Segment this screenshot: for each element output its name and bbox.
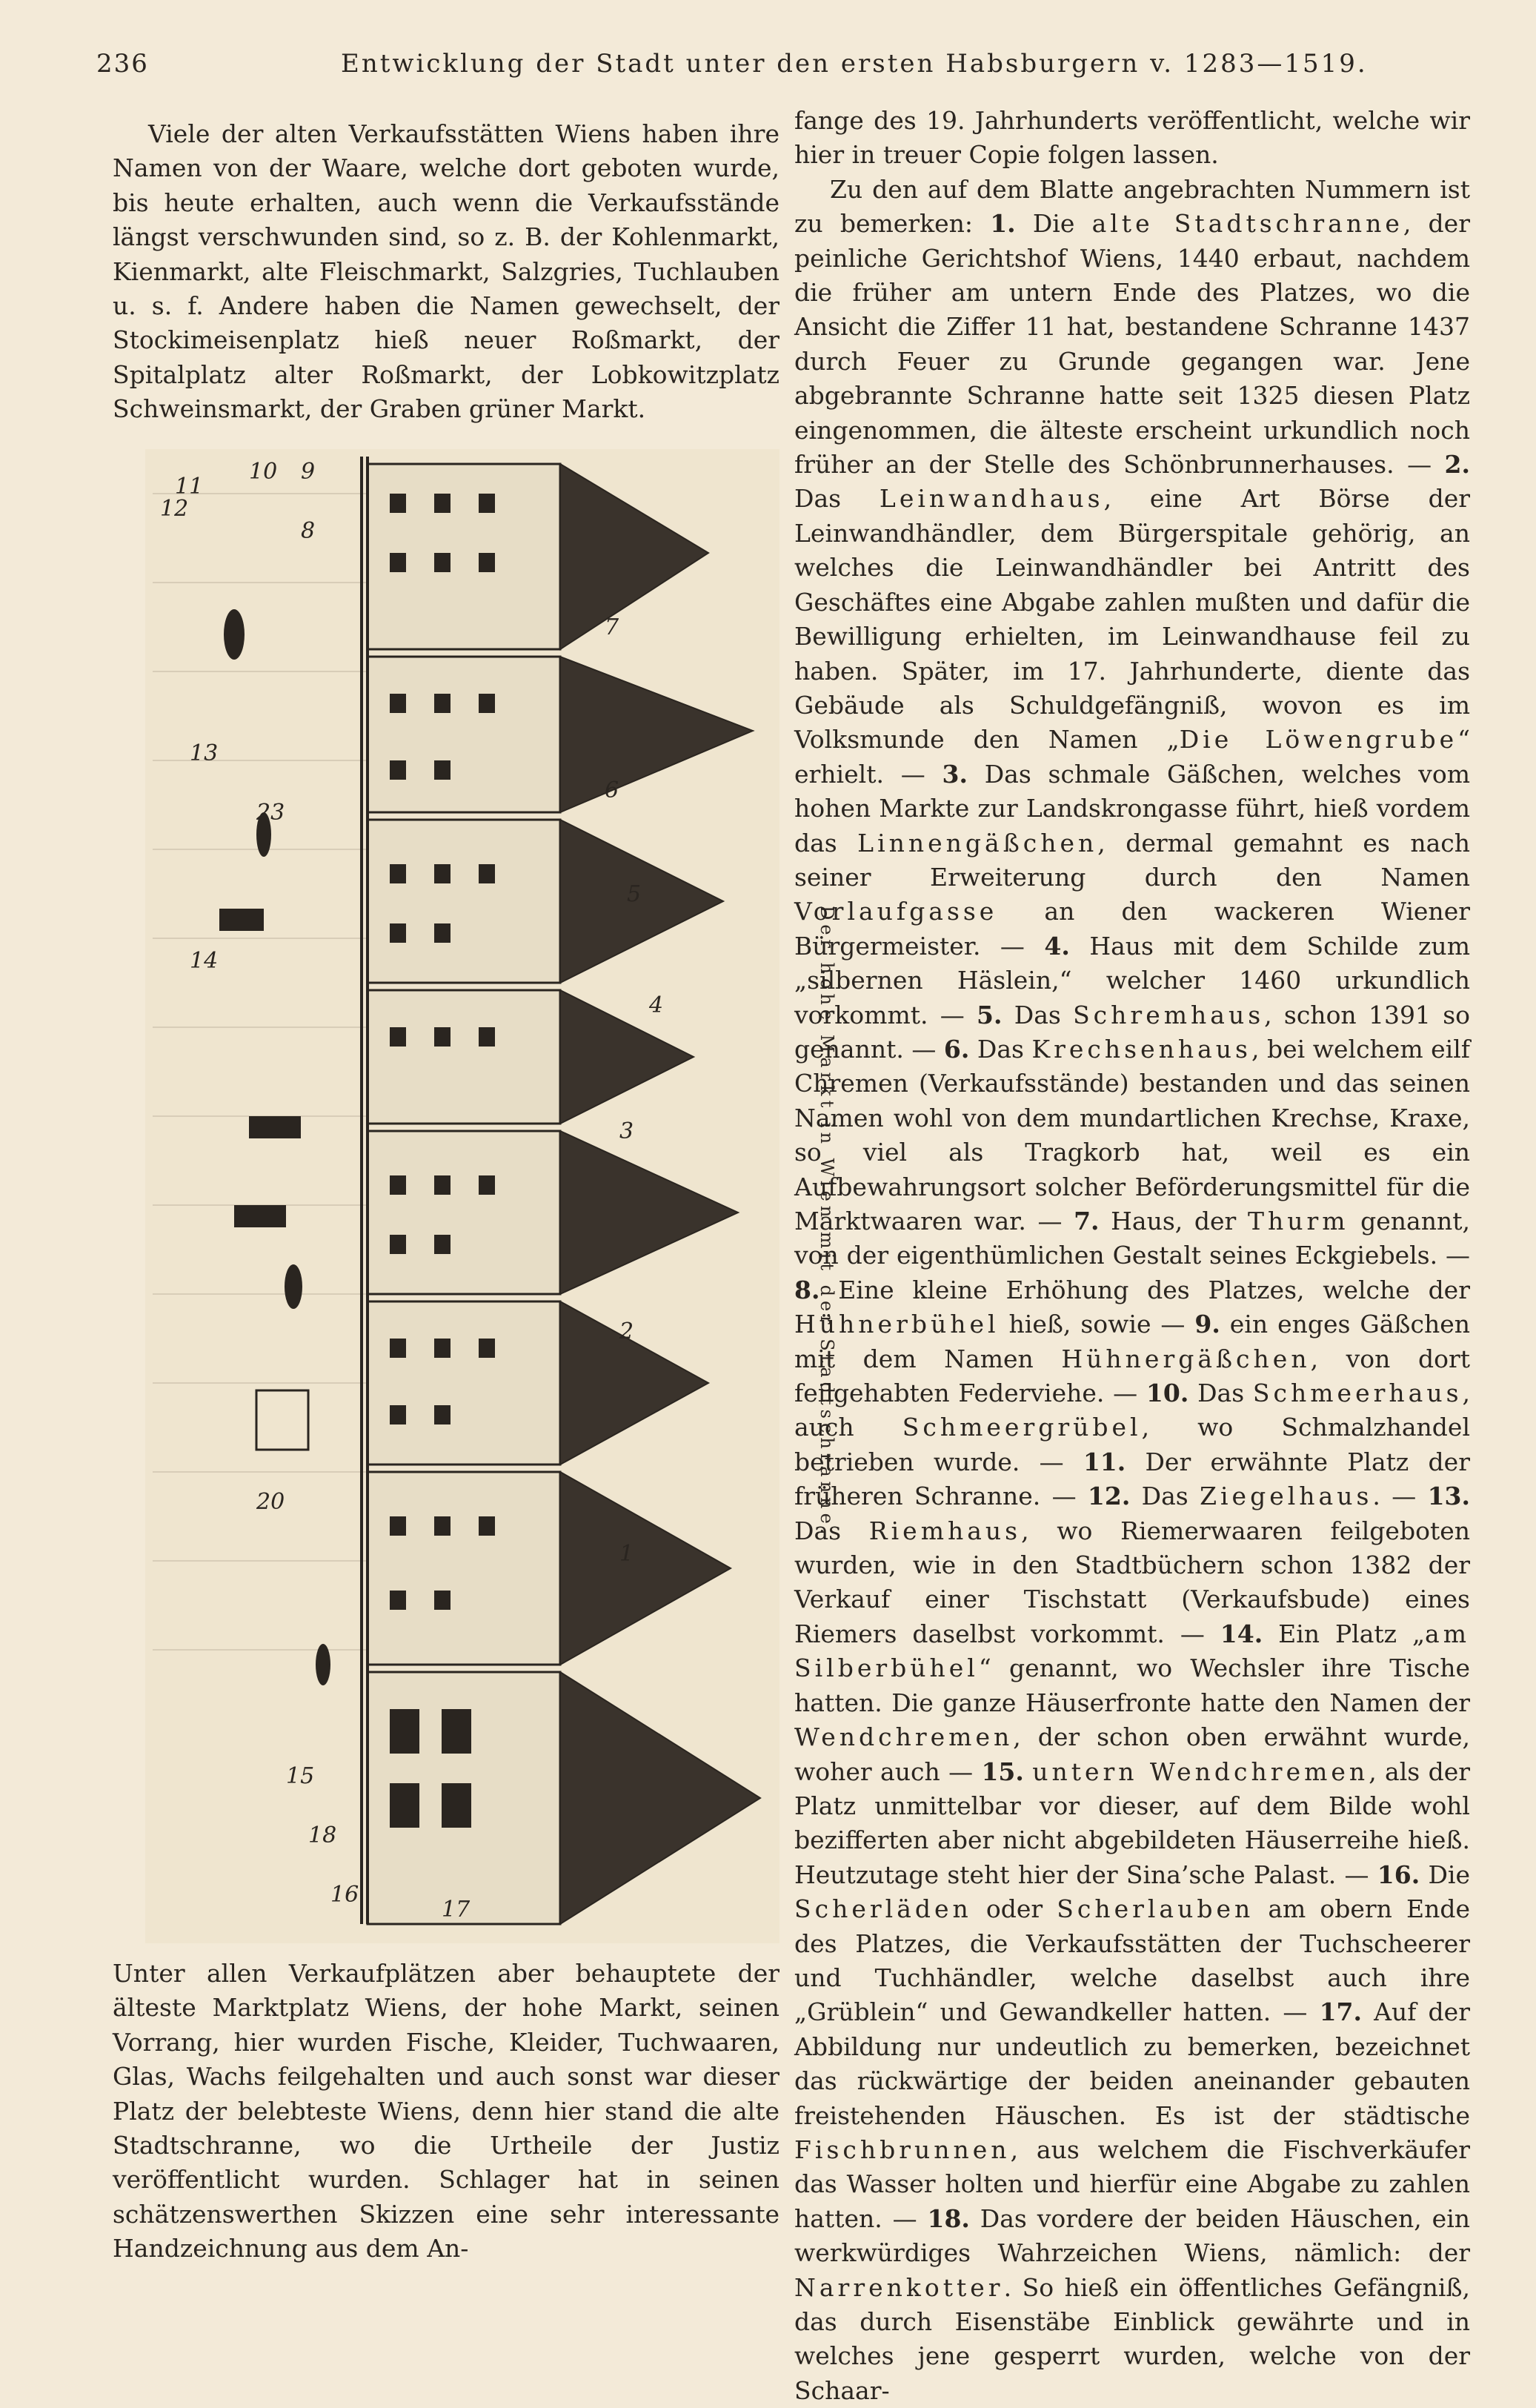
left-column-bottom bbox=[113, 1957, 779, 2266]
item-number: 16. bbox=[1377, 1860, 1420, 1889]
term: Hühnergäßchen bbox=[1061, 1344, 1311, 1373]
figure-number: 20 bbox=[256, 1489, 285, 1515]
item-number: 4. bbox=[1044, 931, 1070, 961]
term: Linnengäßchen bbox=[857, 828, 1098, 858]
figure-number: 8 bbox=[301, 518, 316, 544]
term: alte Stadtschranne bbox=[1091, 209, 1403, 239]
term: Ziegelhaus bbox=[1200, 1482, 1373, 1511]
term: Schmeergrübel bbox=[902, 1413, 1142, 1442]
right-column bbox=[794, 104, 1470, 2408]
item-number: 12. bbox=[1087, 1482, 1131, 1511]
item-number: 5. bbox=[977, 1000, 1003, 1029]
figure-number: 18 bbox=[308, 1822, 337, 1848]
figure-number: 23 bbox=[256, 800, 285, 826]
figure-number: 12 bbox=[160, 496, 189, 522]
item-number: 2. bbox=[1444, 450, 1470, 480]
text: Zu den auf dem Blatte angebrachten Nummern ist zu bemerken: bbox=[794, 174, 1470, 239]
figure-number: 17 bbox=[442, 1897, 471, 1923]
item-number: 15. bbox=[981, 1757, 1024, 1786]
term: Hühnerbühel bbox=[794, 1310, 1000, 1339]
term: Scherläden bbox=[794, 1894, 972, 1924]
figure-number: 10 bbox=[249, 459, 278, 485]
item-number: 14. bbox=[1220, 1619, 1263, 1648]
term: untern Wendchremen bbox=[1032, 1757, 1369, 1786]
item-number: 17. bbox=[1319, 1997, 1362, 2027]
term: Schremhaus bbox=[1073, 1000, 1265, 1029]
item-number: 7. bbox=[1074, 1207, 1100, 1235]
term: Narrenkotter bbox=[794, 2272, 1004, 2302]
term: Krechsenhaus bbox=[1031, 1034, 1251, 1064]
item-number: 8. bbox=[794, 1275, 820, 1304]
item-number: 3. bbox=[942, 759, 968, 789]
item-number: 1. bbox=[990, 209, 1016, 239]
item-number: 10. bbox=[1146, 1379, 1189, 1408]
figure-number: 11 bbox=[175, 474, 204, 500]
term: Wendchremen bbox=[794, 1722, 1014, 1752]
running-head: Entwicklung der Stadt unter den ersten Habsburgern v. 1283—1519. bbox=[341, 49, 1368, 79]
item-number: 18. bbox=[927, 2203, 970, 2233]
figure-number: 4 bbox=[649, 992, 664, 1018]
figure-number: 13 bbox=[190, 740, 219, 766]
paragraph-numbered-list: Zu den auf dem Blatte angebrachten Nummern ist zu bemerken: 1. Die alte Stadtschranne, der peinliche Gerichtshof Wiens, 1440 erbaut, nachdem die früher am untern Ende des Platzes, wo die Ansicht die Ziffer 11 hat, bestandene Schranne 1437 durch Feuer zu Grunde gegangen war. Jene abgebrannte Schranne hatte seit 1325 diesen Platz eingenommen, die älteste erscheint urkundlich noch früher an der Stelle des Schönbrunnerhauses. — 2. Das Leinwandhaus, eine Art Börse der Leinwandhändler, dem Bürgerspitale gehörig, an welches die Leinwandhändler bei Antritt des Geschäftes eine Abgabe zahlen mußten und dafür die Bewilligung erhielten, im Leinwandhause feil zu haben. Später, im 17. Jahrhunderte, diente das Gebäude als Schuldgefängniß, wovon es im Volksmunde den Namen „Die Löwengrube“ erhielt. — 3. Das schmale Gäßchen, welches vom hohen Markte zur Landskrongasse führt, hieß vordem das Linnengäßchen, dermal gemahnt es nach seiner Erweiterung durch den Namen Vorlaufgasse an den wackeren Wiener Bürgermeister. — 4. Haus mit dem Schilde zum „silbernen Häslein,“ welcher 1460 urkundlich vorkommt. — 5. Das Schremhaus, schon 1391 so genannt. — 6. Das Krechsenhaus, bei welchem eilf Chremen (Verkaufsstände) bestanden und das seinen Namen wohl von dem mundartlichen Krechse, Kraxe, so viel als Tragkorb hat, weil es ein Aufbewahrungsort solcher Beförderungsmittel für die Marktwaaren war. — 7. Haus, der Thurm genannt, von der eigenthümlichen Gestalt seines Eckgiebels. — 8. Eine kleine Erhöhung des Platzes, welche der Hühnerbühel hieß, sowie — 9. ein enges Gäßchen mit dem Namen Hühnergäßchen, von dort feilgehabten Federviehe. — 10. Das Schmeerhaus, auch Schmeergrübel, wo Schmalzhandel betrieben wurde. — 11. Der erwähnte Platz der früheren Schranne. — 12. Das Ziegelhaus. — 13. Das Riemhaus, wo Riemerwaaren feilgeboten wurden, wie in den Stadtbüchern schon 1382 der Verkauf einer Tischstatt (Verkaufsbude) eines Riemers daselbst vorkommt. — 14. Ein Platz „am Silberbühel“ genannt, wo Wechsler ihre Tische hatten. Die ganze Häuserfronte hatte den Namen der Wendchremen, der schon oben erwähnt wurde, woher auch — 15. untern Wendchremen, als der Platz unmittelbar vor dieser, auf dem Bilde wohl bezifferten aber nicht abgebildeten Häuserreihe hieß. Heutzutage steht hier der Sina’sche Palast. — 16. Die Scherläden oder Scherlauben am obern Ende des Platzes, die Verkaufsstätten der Tuchscheerer und Tuchhändler, welche daselbst auch ihre „Grüblein“ und Gewandkeller hatten. — 17. Auf der Abbildung nur undeutlich zu bemerken, bezeichnet das rückwärtige der beiden aneinander gebauten freistehenden Häuschen. Es ist der städtische Fischbrunnen, aus welchem die Fischverkäufer das Wasser holten und hierfür eine Abgabe zu zahlen hatten. — 18. Das vordere der beiden Häuschen, ein werkwürdiges Wahrzeichen Wiens, nämlich: der Narrenkotter. So hieß ein öffentliches Gefängniß, das durch Eisenstäbe Einblick gewährte und in welches jene gesperrt wurden, welche von der Schaar- bbox=[794, 174, 1471, 2405]
paragraph-intro: fange des 19. Jahrhunderts veröffentlicht, welche wir hier in treuer Copie folgen lassen. bbox=[794, 106, 1470, 170]
term: Riemhaus bbox=[868, 1516, 1022, 1545]
figure-number: 16 bbox=[330, 1882, 359, 1908]
term: am Silberbühel bbox=[794, 1619, 1471, 1683]
page-header bbox=[96, 49, 1475, 84]
term: Vorlaufgasse bbox=[794, 897, 998, 926]
term: Die Löwengrube bbox=[1179, 725, 1458, 754]
figure-number: 7 bbox=[605, 614, 619, 640]
figure-number: 1 bbox=[619, 1541, 634, 1567]
item-number: 13. bbox=[1427, 1482, 1470, 1511]
term: Scherlauben bbox=[1057, 1894, 1254, 1924]
page-number: 236 bbox=[96, 49, 149, 79]
term: Leinwandhaus bbox=[879, 484, 1104, 514]
paragraph-hoher-markt: Unter allen Verkaufplätzen aber behauptete der älteste Marktplatz Wiens, der hohe Markt, seinen Vorrang, hier wurden Fische, Kleider, Tuchwaaren, Glas, Wachs feilgehalten und auch sonst war dieser Platz der belebteste Wiens, denn hier stand die alte Stadtschranne, wo die Urtheile der Justiz veröffentlicht wurden. Schlager hat in seinen schätzenswerthen Skizzen eine sehr interessante Handzeichnung aus dem An- bbox=[113, 1959, 779, 2263]
item-number: 11. bbox=[1083, 1447, 1126, 1476]
paragraph-market-names: Viele der alten Verkaufsstätten Wiens haben ihre Namen von der Waare, welche dort geboten wurde, bis heute erhalten, auch wenn die Verkaufsstände längst verschwunden sind, so z. B. der Kohlenmarkt, Kienmarkt, alte Fleischmarkt, Salzgries, Tuchlauben u. s. f. Andere haben die Namen gewechselt, der Stockimeisenplatz hieß neuer Roßmarkt, der Spitalplatz alter Roßmarkt, der Lobkowitzplatz Schweinsmarkt, der Graben grüner Markt. bbox=[113, 119, 779, 424]
figure-number: 9 bbox=[301, 459, 316, 485]
figure-number: 3 bbox=[619, 1118, 634, 1144]
figure-number: 5 bbox=[627, 881, 642, 907]
item-number: 6. bbox=[943, 1034, 970, 1064]
figure-number: 15 bbox=[286, 1763, 315, 1789]
term: Thurm bbox=[1247, 1207, 1349, 1235]
figure-caption: Der hohe Markt in Wien mit der Stadtschranne. bbox=[817, 906, 837, 1539]
term: Fischbrunnen bbox=[794, 2135, 1011, 2164]
figure-number: 6 bbox=[605, 777, 619, 803]
market-engraving bbox=[145, 449, 779, 1943]
figure-number: 2 bbox=[619, 1319, 634, 1344]
item-number: 9. bbox=[1194, 1310, 1220, 1339]
figure-number: 14 bbox=[190, 948, 219, 974]
term: Schmeerhaus bbox=[1252, 1379, 1463, 1408]
left-column-top bbox=[113, 117, 779, 427]
